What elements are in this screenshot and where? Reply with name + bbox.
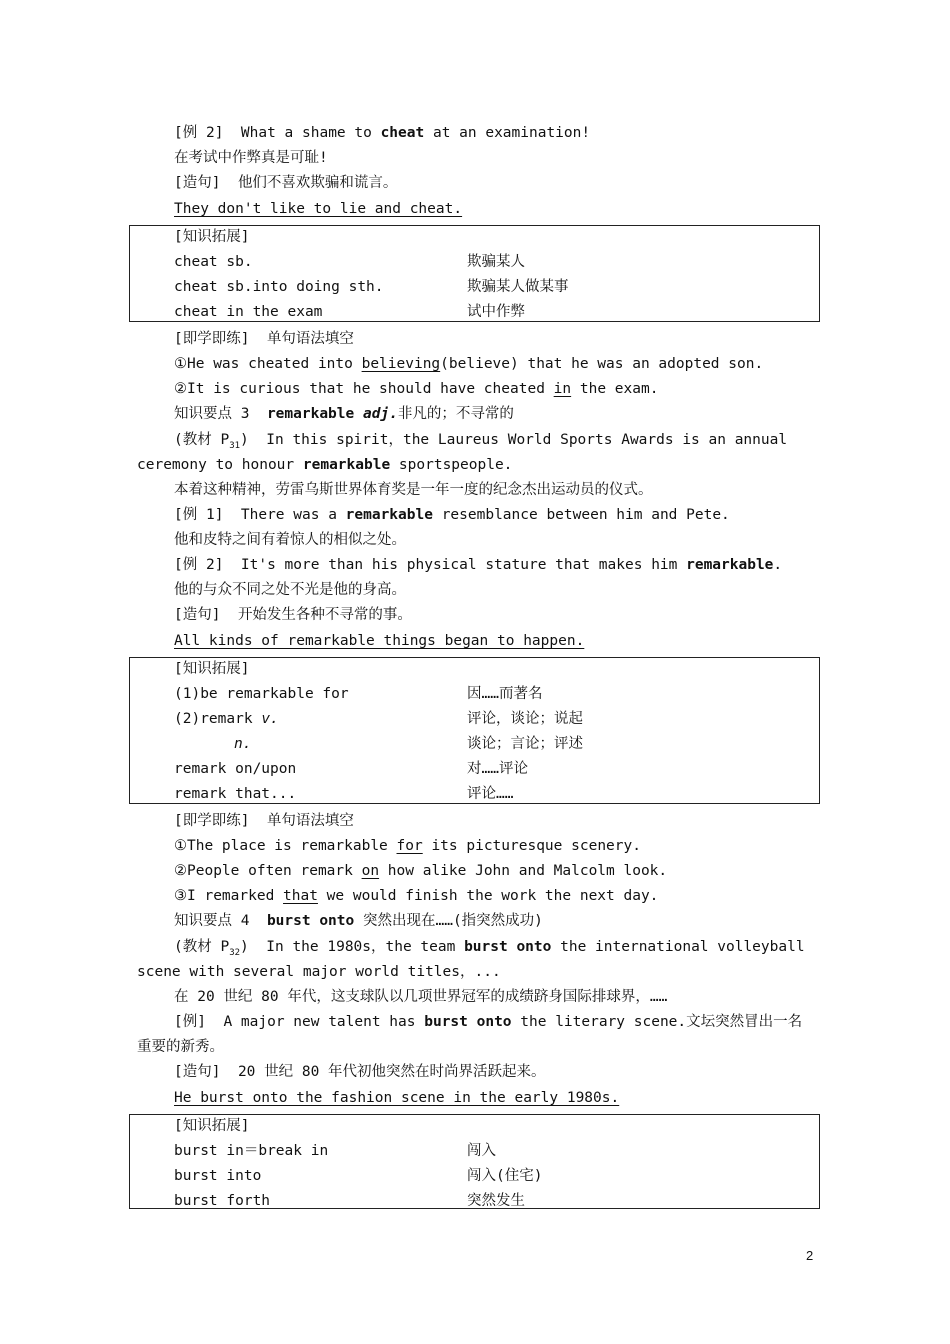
remarkable-example-1: [例 1] There was a remarkable resemblance between him and Pete. [174,507,730,523]
cheat-practice-1: ①He was cheated into believing(believe) that he was an adopted son. [174,356,764,372]
box-meaning: 突然发生 [467,1193,525,1209]
box-phrase: burst in＝break in [174,1143,329,1159]
box-meaning: 试中作弊 [467,304,525,320]
remarkable-practice-heading: [即学即练] 单句语法填空 [174,813,354,829]
answer-blank: in [553,381,572,397]
cheat-example-2-translation: 在考试中作弊真是可耻! [174,150,328,166]
cheat-example-2: [例 2] What a shame to cheat at an examination! [174,125,591,141]
burst-example-line-2: 重要的新秀。 [137,1039,224,1055]
box-title: [知识拓展] [174,661,250,677]
answer-blank: believing [361,356,441,372]
box-meaning: 因……而著名 [467,686,543,702]
burst-textbook-line-2: scene with several major world titles，... [137,964,501,980]
burst-knowledge-box [129,1114,820,1209]
remarkable-textbook-line-2: ceremony to honour remarkable sportspeople. [137,457,513,473]
box-phrase: burst forth [174,1193,271,1209]
box-meaning: 闯入 [467,1143,496,1159]
cheat-practice-2: ②It is curious that he should have cheated in the exam. [174,381,659,397]
answer-blank: on [361,863,380,879]
remarkable-example-2-translation: 他的与众不同之处不光是他的身高。 [174,582,406,598]
box-phrase: burst into [174,1168,262,1184]
box-phrase: n. [234,736,252,752]
box-meaning: 对……评论 [467,761,528,777]
box-meaning: 评论…… [467,786,514,802]
box-phrase: remark on/upon [174,761,297,777]
cheat-knowledge-box [129,225,820,322]
burst-point-heading: 知识要点 4 burst onto 突然出现在……(指突然成功) [174,913,543,929]
cheat-make-sentence: [造句] 他们不喜欢欺骗和谎言。 [174,175,398,191]
box-phrase: remark that... [174,786,297,802]
remarkable-example-1-translation: 他和皮特之间有着惊人的相似之处。 [174,532,406,548]
page-number: 2 [806,1248,814,1263]
remarkable-textbook-line-1: (教材 $P_{31}$) In this spirit，the Laureus World Sports Awards is an annual [174,432,788,451]
remarkable-practice-3: ③I remarked that we would finish the work the next day. [174,888,659,904]
box-meaning: 评论，谈论；说起 [467,711,583,727]
burst-textbook-translation: 在 20 世纪 80 年代，这支球队以几项世界冠军的成绩跻身国际排球界，…… [174,989,668,1005]
remarkable-make-sentence-answer: All kinds of remarkable things began to happen. [174,633,585,649]
remarkable-textbook-translation: 本着这种精神，劳雷乌斯世界体育奖是一年一度的纪念杰出运动员的仪式。 [174,482,653,498]
cheat-practice-heading: [即学即练] 单句语法填空 [174,331,354,347]
remarkable-example-2: [例 2] It's more than his physical stature that makes him remarkable. [174,557,783,573]
burst-textbook-line-1: (教材 $P_{32}$) In the 1980s，the team burst onto the international volleyball [174,939,805,958]
box-meaning: 谈论；言论；评述 [467,736,583,752]
answer-blank: that [283,888,318,904]
box-phrase: (1)be remarkable for [174,686,349,702]
remarkable-make-sentence: [造句] 开始发生各种不寻常的事。 [174,607,412,623]
remarkable-practice-2: ②People often remark on how alike John and Malcolm look. [174,863,668,879]
burst-make-sentence: [造句] 20 世纪 80 年代初他突然在时尚界活跃起来。 [174,1064,546,1080]
box-title: [知识拓展] [174,1118,250,1134]
cheat-make-sentence-answer: They don't like to lie and cheat. [174,201,463,217]
burst-make-sentence-answer: He burst onto the fashion scene in the early 1980s. [174,1090,620,1106]
burst-example: [例] A major new talent has burst onto the literary scene.文坛突然冒出一名 [174,1014,803,1030]
box-meaning: 欺骗某人做某事 [467,279,569,295]
remarkable-knowledge-box [129,657,820,804]
box-meaning: 欺骗某人 [467,254,525,270]
remarkable-point-heading: 知识要点 3 remarkable adj.非凡的；不寻常的 [174,406,514,422]
box-title: [知识拓展] [174,229,250,245]
box-phrase: cheat sb. [174,254,253,270]
remarkable-practice-1: ①The place is remarkable for its picturesque scenery. [174,838,641,854]
answer-blank: for [396,838,423,854]
box-meaning: 闯入(住宅) [467,1168,543,1184]
box-phrase: (2)remark v. [174,711,279,727]
box-phrase: cheat sb.into doing sth. [174,279,384,295]
box-phrase: cheat in the exam [174,304,323,320]
